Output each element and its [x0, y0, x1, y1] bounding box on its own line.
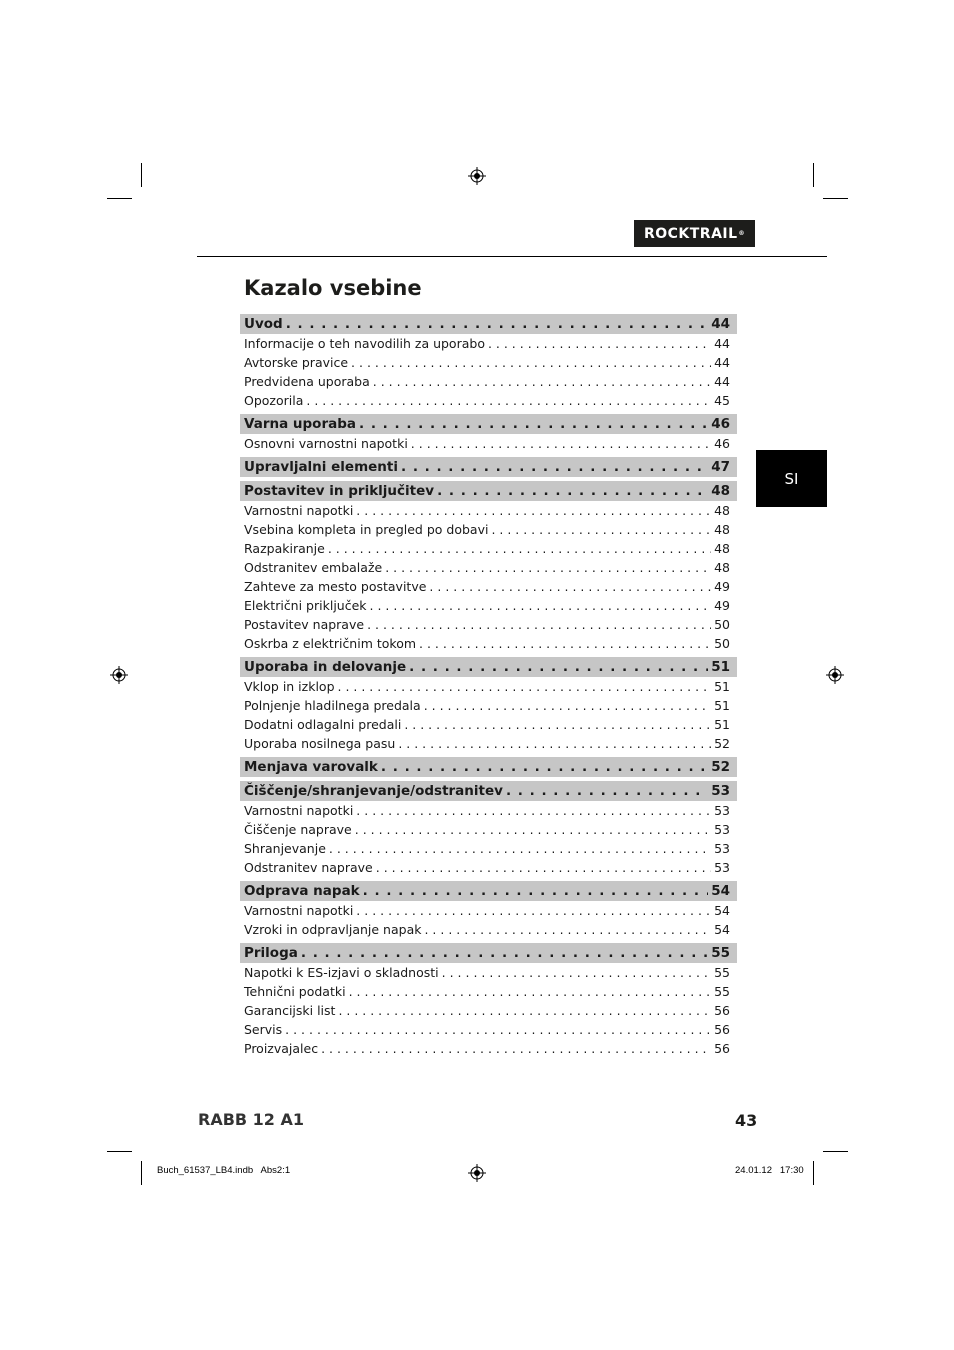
- toc-entry-label: Servis: [244, 1022, 283, 1037]
- crop-mark: [823, 198, 848, 199]
- toc-entry-page: 49: [714, 598, 730, 613]
- toc-leader-dots: [328, 539, 711, 558]
- toc-section-title: Uporaba in delovanje: [244, 659, 407, 675]
- toc-entry: [240, 1020, 737, 1039]
- page-title: Kazalo vsebine: [244, 276, 422, 300]
- table-of-contents: [240, 314, 737, 1058]
- toc-entry: [240, 539, 737, 558]
- brand-name: ROCKTRAIL: [643, 225, 738, 242]
- page-number: 43: [735, 1111, 758, 1130]
- toc-entry-page: 54: [714, 903, 730, 918]
- toc-leader-dots: [404, 715, 711, 734]
- toc-entry-label: Varnostni napotki: [244, 803, 354, 818]
- toc-section-title: Varna uporaba: [244, 416, 356, 432]
- toc-entry-label: Proizvajalec: [244, 1041, 319, 1056]
- toc-entry-page: 56: [714, 1022, 730, 1037]
- toc-entry-page: 56: [714, 1041, 730, 1056]
- toc-leader-dots: [419, 634, 711, 653]
- toc-entry-page: 54: [714, 922, 730, 937]
- header-rule: [197, 256, 827, 257]
- toc-entry-label: Vsebina kompleta in pregled po dobavi: [244, 522, 489, 537]
- toc-entry: [240, 920, 737, 939]
- brand-logo: [634, 220, 755, 247]
- toc-section-heading: [240, 414, 737, 434]
- toc-leader-dots: [398, 734, 711, 753]
- toc-entry: [240, 501, 737, 520]
- toc-entry-label: Tehnični podatki: [244, 984, 346, 999]
- toc-leader-dots: [301, 943, 708, 963]
- toc-leader-dots: [359, 414, 708, 434]
- registration-mark-icon: [468, 1164, 486, 1182]
- toc-entry: [240, 596, 737, 615]
- toc-entry-page: 44: [714, 336, 730, 351]
- crop-mark: [813, 163, 814, 187]
- toc-entry: [240, 372, 737, 391]
- model-number: RABB 12 A1: [198, 1110, 305, 1129]
- toc-entry: [240, 391, 737, 410]
- toc-leader-dots: [349, 982, 712, 1001]
- toc-entry-label: Uporaba nosilnega pasu: [244, 736, 396, 751]
- toc-entry: [240, 520, 737, 539]
- toc-entry: [240, 858, 737, 877]
- toc-section-page: 47: [711, 459, 730, 475]
- toc-entry-label: Predvidena uporaba: [244, 374, 370, 389]
- toc-section-heading: [240, 943, 737, 963]
- toc-entry-label: Varnostni napotki: [244, 503, 354, 518]
- toc-entry-label: Shranjevanje: [244, 841, 326, 856]
- toc-entry-label: Dodatni odlagalni predali: [244, 717, 402, 732]
- crop-mark: [107, 1151, 132, 1152]
- toc-section-title: Upravljalni elementi: [244, 459, 398, 475]
- toc-leader-dots: [429, 577, 711, 596]
- toc-entry-page: 48: [714, 560, 730, 575]
- toc-section-title: Priloga: [244, 945, 298, 961]
- crop-mark: [141, 163, 142, 187]
- toc-entry: [240, 634, 737, 653]
- toc-entry-label: Osnovni varnostni napotki: [244, 436, 408, 451]
- toc-entry-page: 55: [714, 965, 730, 980]
- toc-leader-dots: [409, 657, 708, 677]
- toc-entry-label: Odstranitev embalaže: [244, 560, 383, 575]
- toc-entry: [240, 734, 737, 753]
- toc-entry-page: 55: [714, 984, 730, 999]
- toc-leader-dots: [424, 696, 711, 715]
- toc-entry: [240, 334, 737, 353]
- toc-entry: [240, 1001, 737, 1020]
- toc-entry-label: Avtorske pravice: [244, 355, 349, 370]
- toc-leader-dots: [355, 820, 711, 839]
- toc-entry-page: 51: [714, 698, 730, 713]
- toc-leader-dots: [356, 801, 711, 820]
- toc-entry-label: Varnostni napotki: [244, 903, 354, 918]
- toc-leader-dots: [376, 858, 711, 877]
- toc-entry: [240, 1039, 737, 1058]
- toc-leader-dots: [286, 314, 709, 334]
- toc-entry-page: 56: [714, 1003, 730, 1018]
- toc-entry-label: Oskrba z električnim tokom: [244, 636, 417, 651]
- toc-leader-dots: [338, 1001, 711, 1020]
- toc-section-page: 44: [711, 316, 730, 332]
- toc-entry-page: 53: [714, 860, 730, 875]
- toc-entry-label: Postavitev naprave: [244, 617, 365, 632]
- language-tab: SI: [756, 450, 827, 507]
- toc-entry: [240, 577, 737, 596]
- toc-entry-page: 46: [714, 436, 730, 451]
- toc-leader-dots: [385, 558, 711, 577]
- toc-entry: [240, 982, 737, 1001]
- toc-entry-label: Polnjenje hladilnega predala: [244, 698, 421, 713]
- toc-entry-label: Opozorila: [244, 393, 304, 408]
- toc-leader-dots: [370, 596, 712, 615]
- toc-entry: [240, 677, 737, 696]
- toc-entry-label: Vklop in izklop: [244, 679, 335, 694]
- toc-leader-dots: [356, 901, 711, 920]
- toc-leader-dots: [285, 1020, 711, 1039]
- toc-entry-page: 48: [714, 522, 730, 537]
- toc-entry: [240, 839, 737, 858]
- toc-section-page: 51: [711, 659, 730, 675]
- toc-entry: [240, 901, 737, 920]
- toc-entry-page: 50: [714, 617, 730, 632]
- toc-entry-page: 44: [714, 374, 730, 389]
- crop-mark: [107, 198, 132, 199]
- toc-section-title: Čiščenje/shranjevanje/odstranitev: [244, 783, 503, 799]
- registration-mark-icon: [110, 666, 128, 684]
- toc-entry-label: Napotki k ES-izjavi o skladnosti: [244, 965, 439, 980]
- toc-leader-dots: [442, 963, 711, 982]
- toc-entry-page: 53: [714, 841, 730, 856]
- toc-entry-label: Razpakiranje: [244, 541, 325, 556]
- toc-entry: [240, 696, 737, 715]
- toc-section-title: Odprava napak: [244, 883, 360, 899]
- toc-entry-page: 45: [714, 393, 730, 408]
- toc-leader-dots: [437, 481, 708, 501]
- print-slug-file: Buch_61537_LB4.indb Abs2:1: [157, 1165, 291, 1176]
- toc-leader-dots: [367, 615, 711, 634]
- toc-entry: [240, 353, 737, 372]
- toc-leader-dots: [424, 920, 711, 939]
- toc-entry-page: 53: [714, 822, 730, 837]
- toc-entry: [240, 615, 737, 634]
- toc-section-heading: [240, 881, 737, 901]
- toc-leader-dots: [321, 1039, 711, 1058]
- toc-entry-label: Vzroki in odpravljanje napak: [244, 922, 422, 937]
- toc-entry-page: 52: [714, 736, 730, 751]
- toc-section-heading: [240, 457, 737, 477]
- toc-section-page: 48: [711, 483, 730, 499]
- toc-leader-dots: [329, 839, 711, 858]
- registration-mark-icon: [468, 167, 486, 185]
- toc-leader-dots: [491, 520, 711, 539]
- toc-leader-dots: [488, 334, 711, 353]
- registration-mark-icon: [826, 666, 844, 684]
- toc-entry-page: 51: [714, 679, 730, 694]
- toc-entry-label: Odstranitev naprave: [244, 860, 373, 875]
- crop-mark: [813, 1161, 814, 1185]
- toc-entry: [240, 434, 737, 453]
- toc-entry-page: 48: [714, 541, 730, 556]
- toc-entry-page: 53: [714, 803, 730, 818]
- toc-leader-dots: [381, 757, 708, 777]
- toc-section-page: 52: [711, 759, 730, 775]
- toc-section-title: Postavitev in priključitev: [244, 483, 435, 499]
- toc-entry: [240, 558, 737, 577]
- toc-leader-dots: [411, 434, 711, 453]
- toc-section-title: Uvod: [244, 316, 283, 332]
- toc-section-page: 46: [711, 416, 730, 432]
- toc-section-page: 54: [711, 883, 730, 899]
- toc-leader-dots: [506, 781, 708, 801]
- toc-entry: [240, 963, 737, 982]
- toc-entry-page: 44: [714, 355, 730, 370]
- toc-section-page: 55: [711, 945, 730, 961]
- toc-section-page: 53: [711, 783, 730, 799]
- toc-leader-dots: [373, 372, 711, 391]
- toc-entry-label: Električni priključek: [244, 598, 367, 613]
- toc-entry-page: 49: [714, 579, 730, 594]
- toc-entry-page: 51: [714, 717, 730, 732]
- toc-leader-dots: [401, 457, 708, 477]
- toc-section-heading: [240, 781, 737, 801]
- toc-section-heading: [240, 757, 737, 777]
- toc-section-heading: [240, 657, 737, 677]
- toc-section-heading: [240, 481, 737, 501]
- toc-entry-label: Informacije o teh navodilih za uporabo: [244, 336, 485, 351]
- toc-entry-page: 48: [714, 503, 730, 518]
- toc-entry: [240, 801, 737, 820]
- toc-section-heading: [240, 314, 737, 334]
- toc-entry-page: 50: [714, 636, 730, 651]
- toc-entry-label: Garancijski list: [244, 1003, 336, 1018]
- toc-leader-dots: [356, 501, 711, 520]
- toc-entry-label: Čiščenje naprave: [244, 822, 352, 837]
- toc-leader-dots: [363, 881, 709, 901]
- print-slug-date: 24.01.12 17:30: [735, 1165, 804, 1176]
- toc-entry-label: Zahteve za mesto postavitve: [244, 579, 427, 594]
- toc-leader-dots: [338, 677, 712, 696]
- toc-leader-dots: [306, 391, 711, 410]
- toc-leader-dots: [351, 353, 711, 372]
- toc-entry: [240, 715, 737, 734]
- brand-registered-mark: ®: [738, 230, 746, 237]
- crop-mark: [823, 1151, 848, 1152]
- crop-mark: [141, 1161, 142, 1185]
- toc-section-title: Menjava varovalk: [244, 759, 378, 775]
- toc-entry: [240, 820, 737, 839]
